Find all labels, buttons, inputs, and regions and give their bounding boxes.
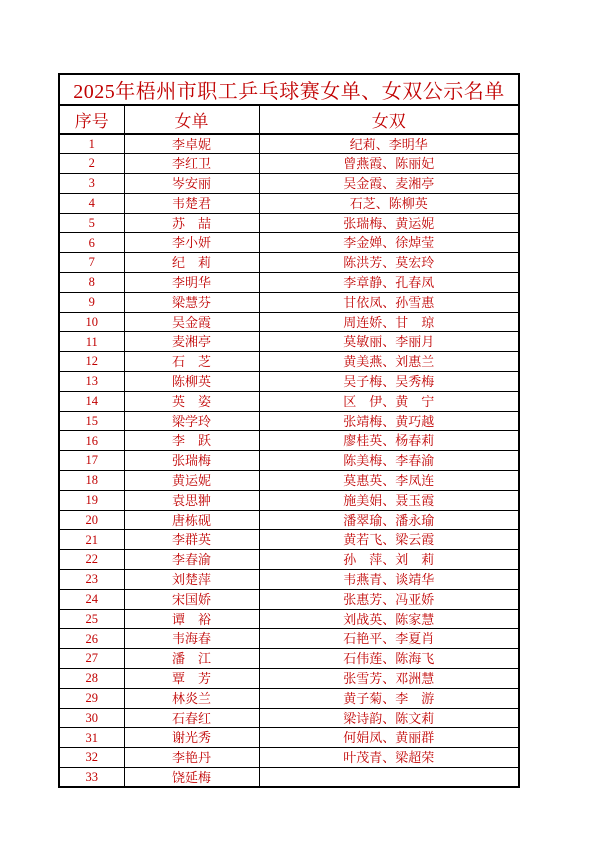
womens-singles-name: 苏 喆 xyxy=(124,213,259,233)
column-header-row xyxy=(59,105,519,134)
womens-doubles-names: 张雪芳、邓洲慧 xyxy=(259,669,519,689)
womens-singles-name: 唐栋砚 xyxy=(124,510,259,530)
table-row xyxy=(59,451,519,471)
row-number: 7 xyxy=(59,253,124,273)
womens-doubles-names: 何娟凤、黄丽群 xyxy=(259,728,519,748)
column-header-serial-number: 序号 xyxy=(59,105,124,134)
womens-singles-name: 黄运妮 xyxy=(124,471,259,491)
table-row xyxy=(59,193,519,213)
womens-doubles-names: 施美娟、聂玉霞 xyxy=(259,490,519,510)
row-number: 21 xyxy=(59,530,124,550)
table-row xyxy=(59,490,519,510)
table-row xyxy=(59,550,519,570)
table-row xyxy=(59,273,519,293)
womens-doubles-names: 韦燕青、谈靖华 xyxy=(259,570,519,590)
womens-singles-name: 覃 芳 xyxy=(124,669,259,689)
row-number: 1 xyxy=(59,134,124,154)
table-row xyxy=(59,372,519,392)
table-row xyxy=(59,768,519,788)
womens-singles-name: 李明华 xyxy=(124,273,259,293)
table-row xyxy=(59,688,519,708)
womens-singles-name: 饶延梅 xyxy=(124,768,259,788)
table-row xyxy=(59,312,519,332)
table-row xyxy=(59,471,519,491)
title-row xyxy=(59,74,519,105)
womens-singles-name: 陈柳英 xyxy=(124,372,259,392)
table-row xyxy=(59,352,519,372)
table-row xyxy=(59,332,519,352)
womens-singles-name: 石 芝 xyxy=(124,352,259,372)
table-row xyxy=(59,649,519,669)
table-row xyxy=(59,629,519,649)
row-number: 15 xyxy=(59,411,124,431)
row-number: 33 xyxy=(59,768,124,788)
row-number: 12 xyxy=(59,352,124,372)
womens-doubles-names: 吴子梅、吴秀梅 xyxy=(259,372,519,392)
row-number: 32 xyxy=(59,748,124,768)
womens-doubles-names xyxy=(259,768,519,788)
womens-singles-name: 李小妍 xyxy=(124,233,259,253)
womens-singles-name: 吴金霞 xyxy=(124,312,259,332)
womens-singles-name: 麦湘亭 xyxy=(124,332,259,352)
womens-singles-name: 岑安丽 xyxy=(124,174,259,194)
womens-doubles-names: 吴金霞、麦湘亭 xyxy=(259,174,519,194)
row-number: 17 xyxy=(59,451,124,471)
womens-singles-name: 林炎兰 xyxy=(124,688,259,708)
womens-doubles-names: 孙 萍、刘 莉 xyxy=(259,550,519,570)
womens-doubles-names: 石伟莲、陈海飞 xyxy=(259,649,519,669)
roster-table-body xyxy=(59,134,519,787)
womens-singles-name: 英 姿 xyxy=(124,391,259,411)
table-row xyxy=(59,253,519,273)
womens-singles-name: 石春红 xyxy=(124,708,259,728)
row-number: 28 xyxy=(59,669,124,689)
womens-doubles-names: 陈洪芳、莫宏玲 xyxy=(259,253,519,273)
row-number: 10 xyxy=(59,312,124,332)
table-row xyxy=(59,530,519,550)
row-number: 13 xyxy=(59,372,124,392)
womens-doubles-names: 纪莉、李明华 xyxy=(259,134,519,154)
table-row xyxy=(59,708,519,728)
row-number: 20 xyxy=(59,510,124,530)
row-number: 11 xyxy=(59,332,124,352)
row-number: 14 xyxy=(59,391,124,411)
womens-doubles-names: 张惠芳、冯亚娇 xyxy=(259,589,519,609)
row-number: 2 xyxy=(59,154,124,174)
womens-singles-name: 李 跃 xyxy=(124,431,259,451)
womens-singles-name: 李群英 xyxy=(124,530,259,550)
womens-doubles-names: 刘战英、陈家慧 xyxy=(259,609,519,629)
womens-doubles-names: 甘依凤、孙雪惠 xyxy=(259,292,519,312)
womens-singles-name: 梁慧芬 xyxy=(124,292,259,312)
table-row xyxy=(59,589,519,609)
row-number: 3 xyxy=(59,174,124,194)
womens-singles-name: 梁学玲 xyxy=(124,411,259,431)
womens-doubles-names: 陈美梅、李春渝 xyxy=(259,451,519,471)
row-number: 19 xyxy=(59,490,124,510)
womens-doubles-names: 周连娇、甘 琼 xyxy=(259,312,519,332)
womens-doubles-names: 黄若飞、梁云霞 xyxy=(259,530,519,550)
page-title: 2025年梧州市职工乒乓球赛女单、女双公示名单 xyxy=(59,74,519,105)
row-number: 24 xyxy=(59,589,124,609)
table-row xyxy=(59,174,519,194)
table-row xyxy=(59,411,519,431)
womens-singles-name: 谭 裕 xyxy=(124,609,259,629)
womens-singles-name: 李春渝 xyxy=(124,550,259,570)
column-header-womens-singles: 女单 xyxy=(124,105,259,134)
womens-singles-name: 宋国娇 xyxy=(124,589,259,609)
table-row xyxy=(59,233,519,253)
row-number: 27 xyxy=(59,649,124,669)
table-row xyxy=(59,669,519,689)
table-row xyxy=(59,213,519,233)
table-row xyxy=(59,154,519,174)
womens-singles-name: 李红卫 xyxy=(124,154,259,174)
row-number: 4 xyxy=(59,193,124,213)
table-row xyxy=(59,431,519,451)
table-row xyxy=(59,134,519,154)
womens-doubles-names: 廖桂英、杨春莉 xyxy=(259,431,519,451)
womens-doubles-names: 黄美燕、刘惠兰 xyxy=(259,352,519,372)
table-row xyxy=(59,510,519,530)
womens-doubles-names: 曾燕霞、陈丽妃 xyxy=(259,154,519,174)
table-row xyxy=(59,391,519,411)
womens-doubles-names: 张瑞梅、黄运妮 xyxy=(259,213,519,233)
row-number: 22 xyxy=(59,550,124,570)
womens-doubles-names: 李章静、孔春凤 xyxy=(259,273,519,293)
table-row xyxy=(59,728,519,748)
womens-singles-name: 韦楚君 xyxy=(124,193,259,213)
column-header-womens-doubles: 女双 xyxy=(259,105,519,134)
womens-doubles-names: 梁诗韵、陈文莉 xyxy=(259,708,519,728)
table-row xyxy=(59,609,519,629)
womens-doubles-names: 张靖梅、黄巧越 xyxy=(259,411,519,431)
row-number: 5 xyxy=(59,213,124,233)
row-number: 16 xyxy=(59,431,124,451)
table-row xyxy=(59,570,519,590)
womens-singles-name: 袁思翀 xyxy=(124,490,259,510)
row-number: 9 xyxy=(59,292,124,312)
table-row xyxy=(59,292,519,312)
row-number: 26 xyxy=(59,629,124,649)
row-number: 6 xyxy=(59,233,124,253)
womens-doubles-names: 叶茂青、梁超荣 xyxy=(259,748,519,768)
womens-singles-name: 纪 莉 xyxy=(124,253,259,273)
row-number: 25 xyxy=(59,609,124,629)
row-number: 23 xyxy=(59,570,124,590)
womens-singles-name: 韦海春 xyxy=(124,629,259,649)
womens-singles-name: 潘 江 xyxy=(124,649,259,669)
womens-singles-name: 刘楚萍 xyxy=(124,570,259,590)
row-number: 18 xyxy=(59,471,124,491)
womens-singles-name: 谢光秀 xyxy=(124,728,259,748)
womens-doubles-names: 石芝、陈柳英 xyxy=(259,193,519,213)
womens-doubles-names: 黄子菊、李 游 xyxy=(259,688,519,708)
row-number: 8 xyxy=(59,273,124,293)
womens-doubles-names: 潘翠瑜、潘永瑜 xyxy=(259,510,519,530)
womens-doubles-names: 石艳平、李夏肖 xyxy=(259,629,519,649)
roster-table xyxy=(58,73,520,788)
womens-singles-name: 李艳丹 xyxy=(124,748,259,768)
womens-singles-name: 李卓妮 xyxy=(124,134,259,154)
womens-singles-name: 张瑞梅 xyxy=(124,451,259,471)
row-number: 30 xyxy=(59,708,124,728)
row-number: 31 xyxy=(59,728,124,748)
womens-doubles-names: 莫惠英、李凤连 xyxy=(259,471,519,491)
womens-doubles-names: 区 伊、黄 宁 xyxy=(259,391,519,411)
womens-doubles-names: 莫敏丽、李丽月 xyxy=(259,332,519,352)
table-row xyxy=(59,748,519,768)
womens-doubles-names: 李金婵、徐焯莹 xyxy=(259,233,519,253)
row-number: 29 xyxy=(59,688,124,708)
